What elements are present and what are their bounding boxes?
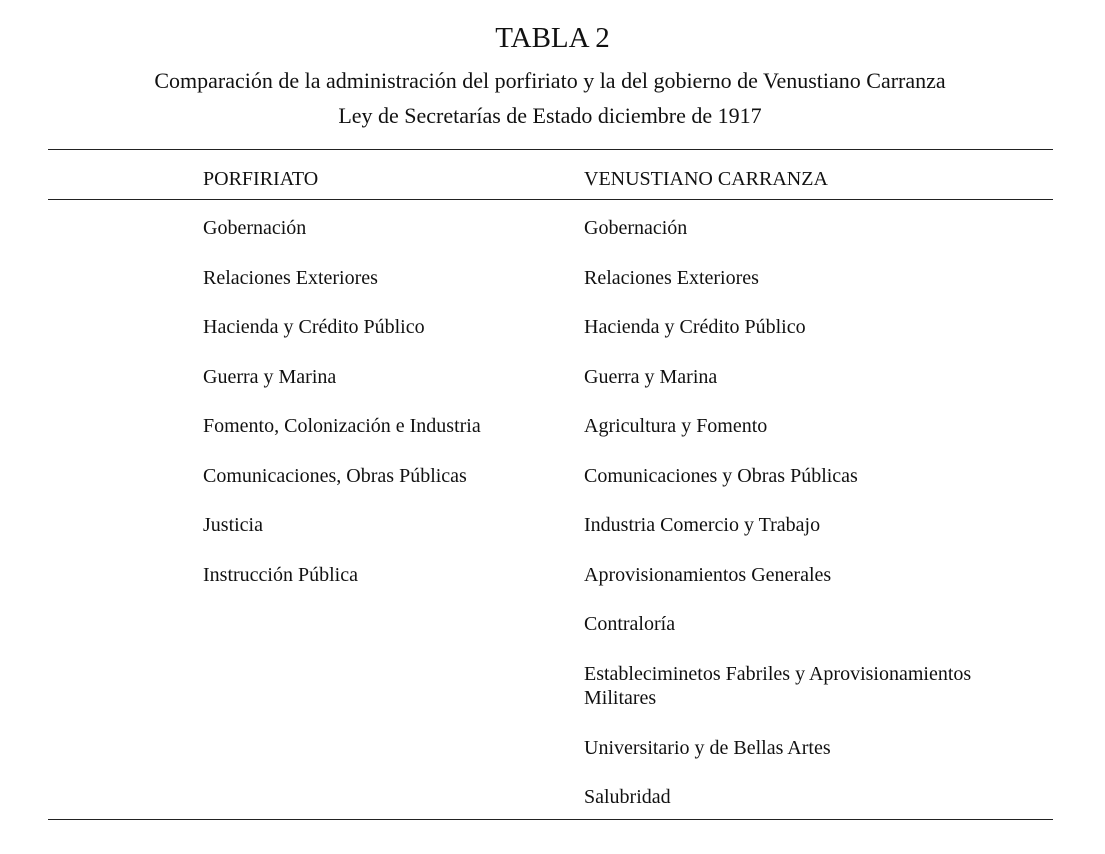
table-cell-porfiriato: Hacienda y Crédito Público <box>203 316 425 338</box>
bottom-rule <box>48 819 1053 820</box>
table-cell-carranza: Comunicaciones y Obras Públicas <box>584 464 858 487</box>
table-title: TABLA 2 <box>495 22 610 54</box>
table-cell-carranza: Universitario y de Bellas Artes <box>584 736 831 759</box>
table-cell-porfiriato: Instrucción Pública <box>203 563 358 586</box>
table-cell-carranza: Estableciminetos Fabriles y Aprovisionamientos Militares <box>584 662 972 709</box>
table-cell-carranza: Salubridad <box>584 786 671 808</box>
table-cell-carranza: Guerra y Marina <box>584 365 718 388</box>
table-cell-porfiriato: Guerra y Marina <box>203 365 337 388</box>
table-cell-porfiriato: Justicia <box>203 514 263 536</box>
table-cell-carranza: Agricultura y Fomento <box>584 415 768 437</box>
carranza-column <box>584 216 1024 835</box>
table-cell-carranza: Gobernación <box>584 217 688 239</box>
table-cell-porfiriato: Relaciones Exteriores <box>203 266 378 289</box>
top-rule <box>48 149 1053 150</box>
table-cell-porfiriato: Comunicaciones, Obras Públicas <box>203 464 467 487</box>
table-cell-carranza: Relaciones Exteriores <box>584 266 759 289</box>
table-cell-carranza: Hacienda y Crédito Público <box>584 316 806 338</box>
table-cell-porfiriato: Gobernación <box>203 217 307 239</box>
table-cell-carranza: Contraloría <box>584 613 676 635</box>
table-cell-porfiriato: Fomento, Colonización e Industria <box>203 415 481 437</box>
table-cell-carranza: Aprovisionamientos Generales <box>584 563 832 586</box>
table-subtitle: Comparación de la administración del porfiriato y la del gobierno de Venustiano Carranza <box>154 68 946 93</box>
header-rule <box>48 199 1053 200</box>
porfiriato-column <box>203 216 563 612</box>
table-cell-carranza: Industria Comercio y Trabajo <box>584 514 821 536</box>
column-header-porfiriato: PORFIRIATO <box>203 168 319 190</box>
table-subtitle-law: Ley de Secretarías de Estado diciembre de 1917 <box>338 103 762 128</box>
column-header-carranza: VENUSTIANO CARRANZA <box>584 168 828 190</box>
